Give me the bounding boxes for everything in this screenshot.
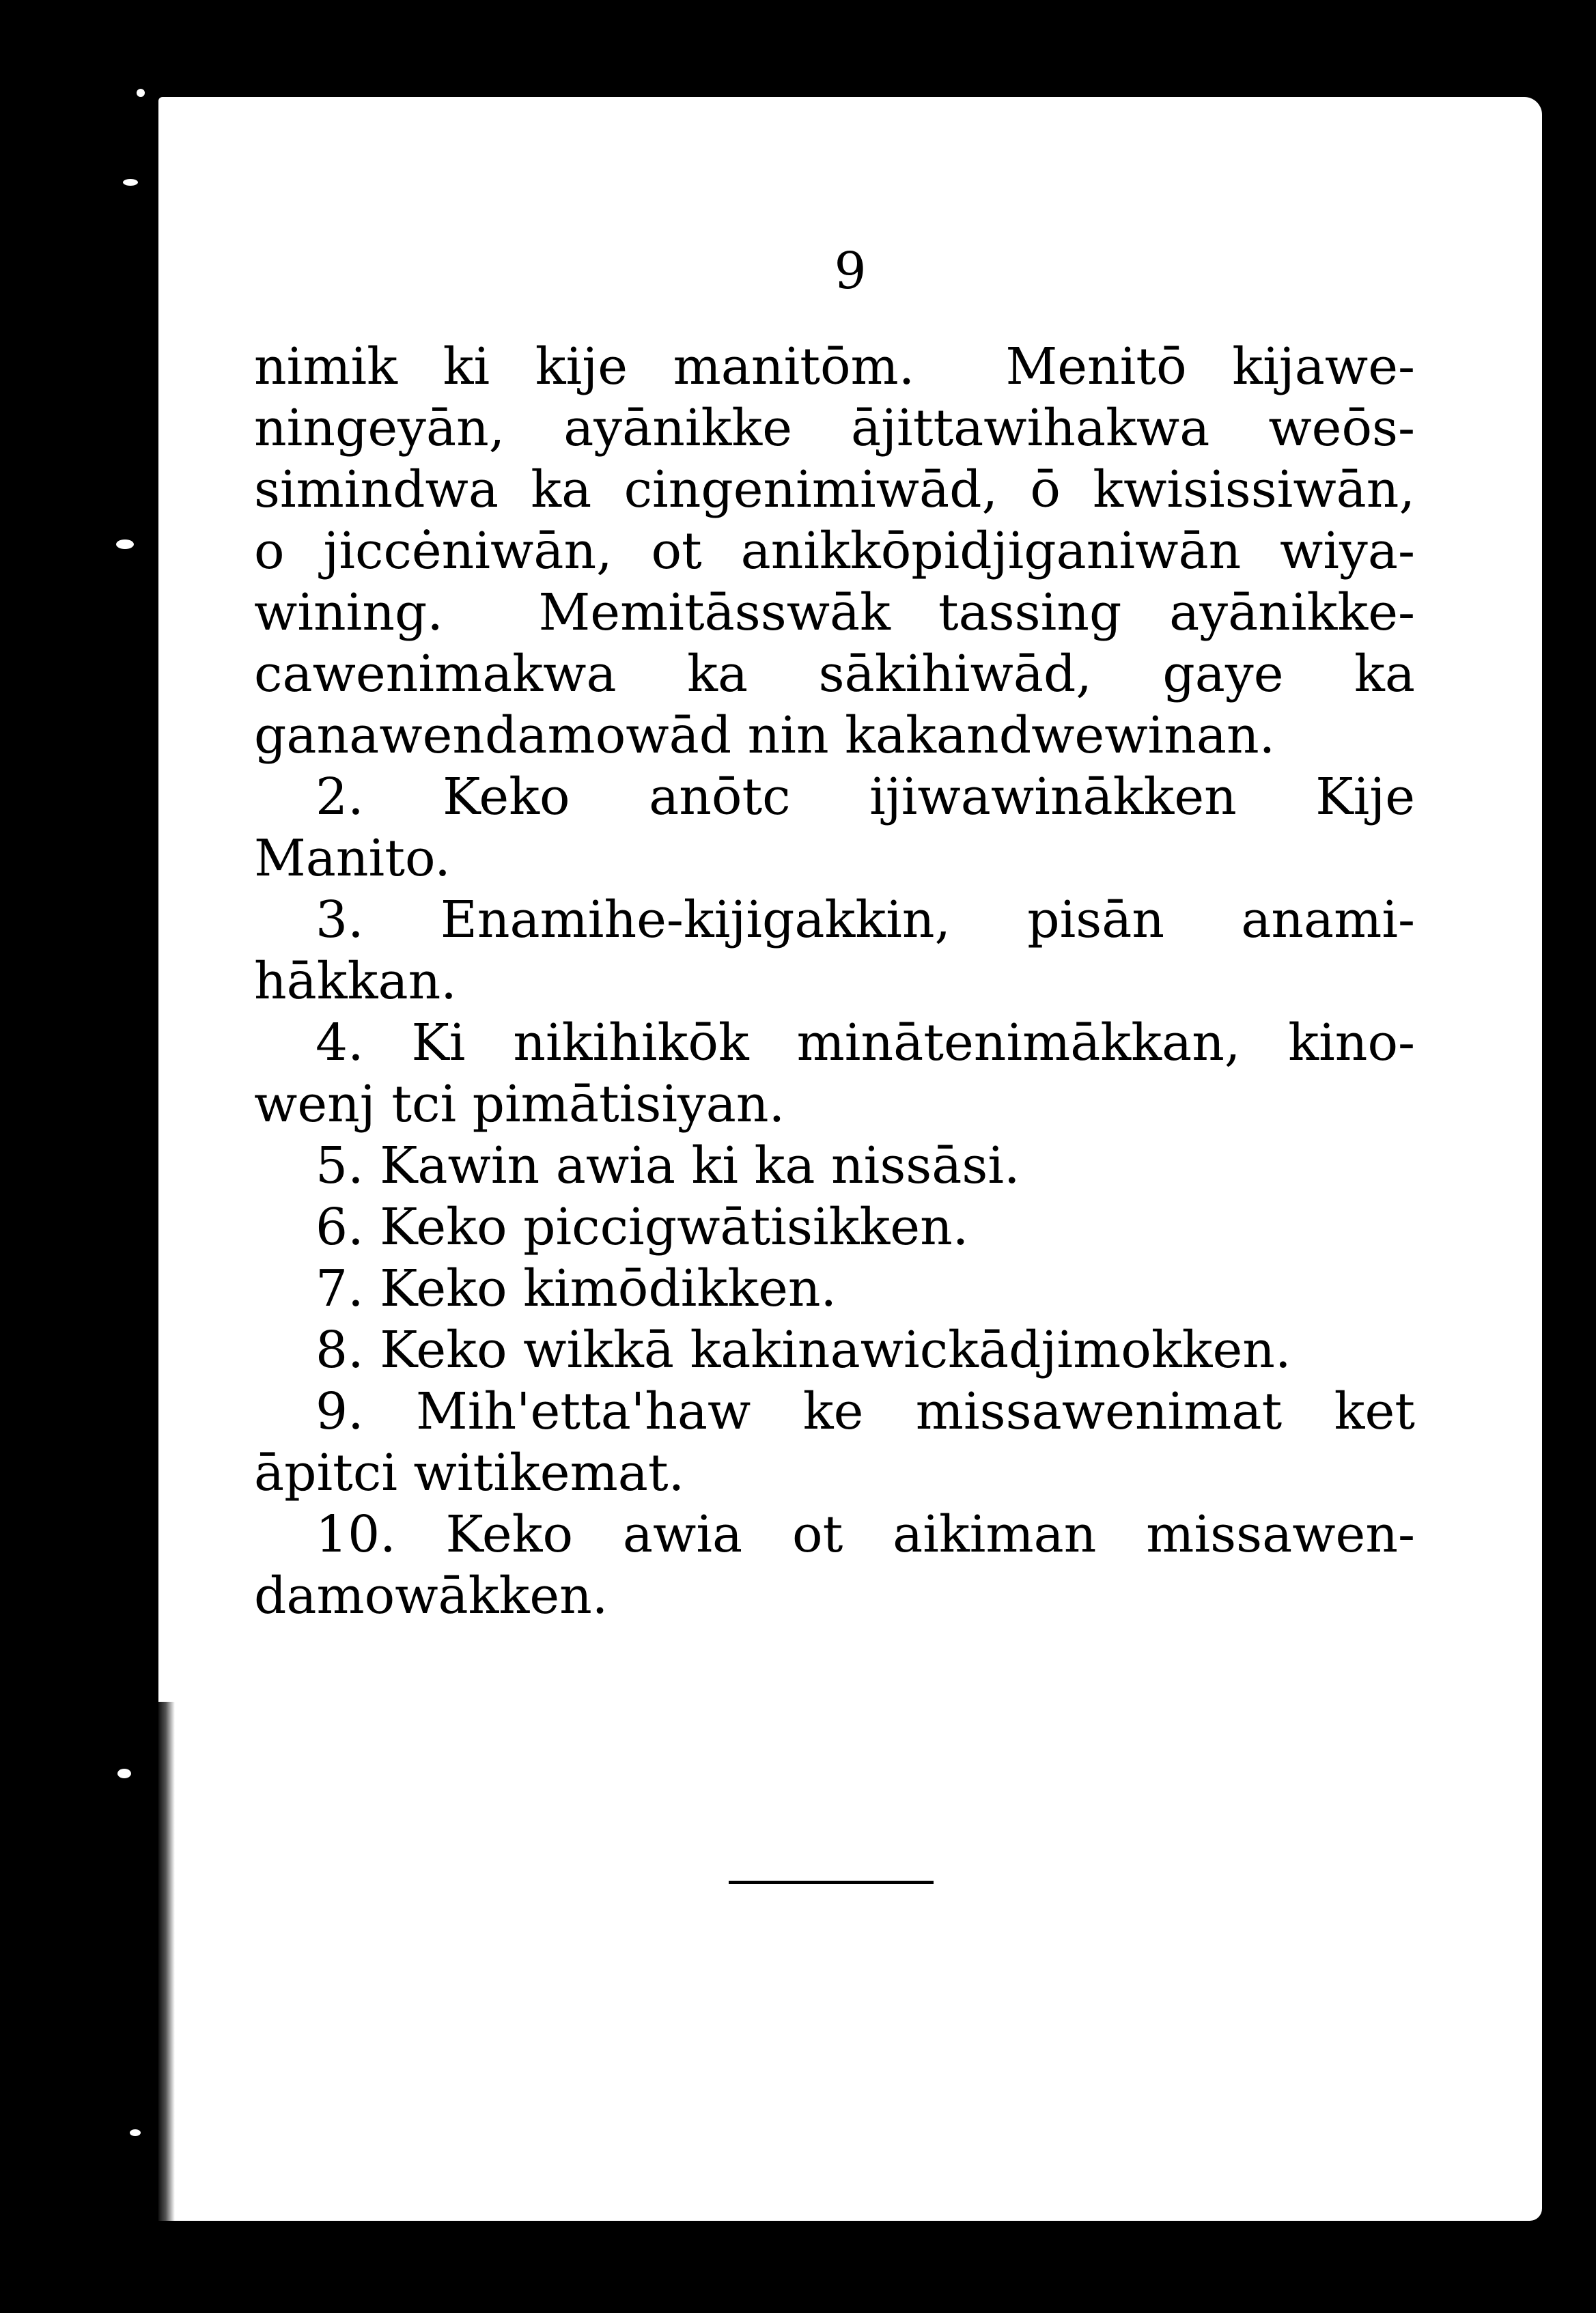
- text-line: cawenimakwa ka sākihiwād, gaye ka: [254, 645, 1415, 703]
- numbered-item-6: 6. Keko piccigwātisikken.: [316, 1198, 969, 1257]
- numbered-item-9: 9. Mih'etta'haw ke missawenimat ket: [316, 1382, 1415, 1441]
- numbered-item-8: 8. Keko wikkā kakinawickādjimokken.: [316, 1321, 1291, 1379]
- text-line: hākkan.: [254, 952, 457, 1011]
- scan-speck: [123, 179, 138, 186]
- body-text: [254, 336, 1415, 1627]
- text-line: simindwa ka cingenimiwād, ō kwisissiwān,: [254, 460, 1415, 519]
- numbered-item-7: 7. Keko kimōdikken.: [316, 1259, 837, 1318]
- text-line: āpitci witikemat.: [254, 1444, 685, 1502]
- text-line: damowākken.: [254, 1567, 608, 1625]
- text-line: ganawendamowād nin kakandwewinan.: [254, 706, 1276, 765]
- scan-speck: [116, 539, 134, 549]
- text-line: ningeyān, ayānikke ājittawihakwa weōs-: [254, 399, 1415, 458]
- text-line: wenj tci pimātisiyan.: [254, 1075, 785, 1134]
- numbered-item-5: 5. Kawin awia ki ka nissāsi.: [316, 1136, 1020, 1195]
- binding-shadow: [158, 1702, 175, 2221]
- scan-speck: [137, 89, 145, 97]
- numbered-item-2: 2. Keko anōtc ijiwawinākken Kije: [316, 768, 1415, 826]
- book-page: [158, 97, 1542, 2221]
- text-line: wining. Memitāsswāk tassing ayānikke-: [254, 583, 1415, 642]
- numbered-item-3: 3. Enamihe-kijigakkin, pisān anami-: [316, 891, 1415, 949]
- numbered-item-4: 4. Ki nikihikōk minātenimākkan, kino-: [316, 1013, 1415, 1072]
- numbered-item-10: 10. Keko awia ot aikiman missawen-: [316, 1505, 1415, 1564]
- section-divider-rule: [729, 1881, 934, 1884]
- text-line: nimik ki kije manitōm. Menitō kijawe-: [254, 337, 1415, 396]
- text-line: o jiccėniwān, ot anikkōpidjiganiwān wiya-: [254, 522, 1415, 580]
- text-line: Manito.: [254, 829, 451, 888]
- page-number: 9: [834, 242, 867, 300]
- scan-speck: [130, 2129, 141, 2136]
- scan-speck: [117, 1769, 131, 1778]
